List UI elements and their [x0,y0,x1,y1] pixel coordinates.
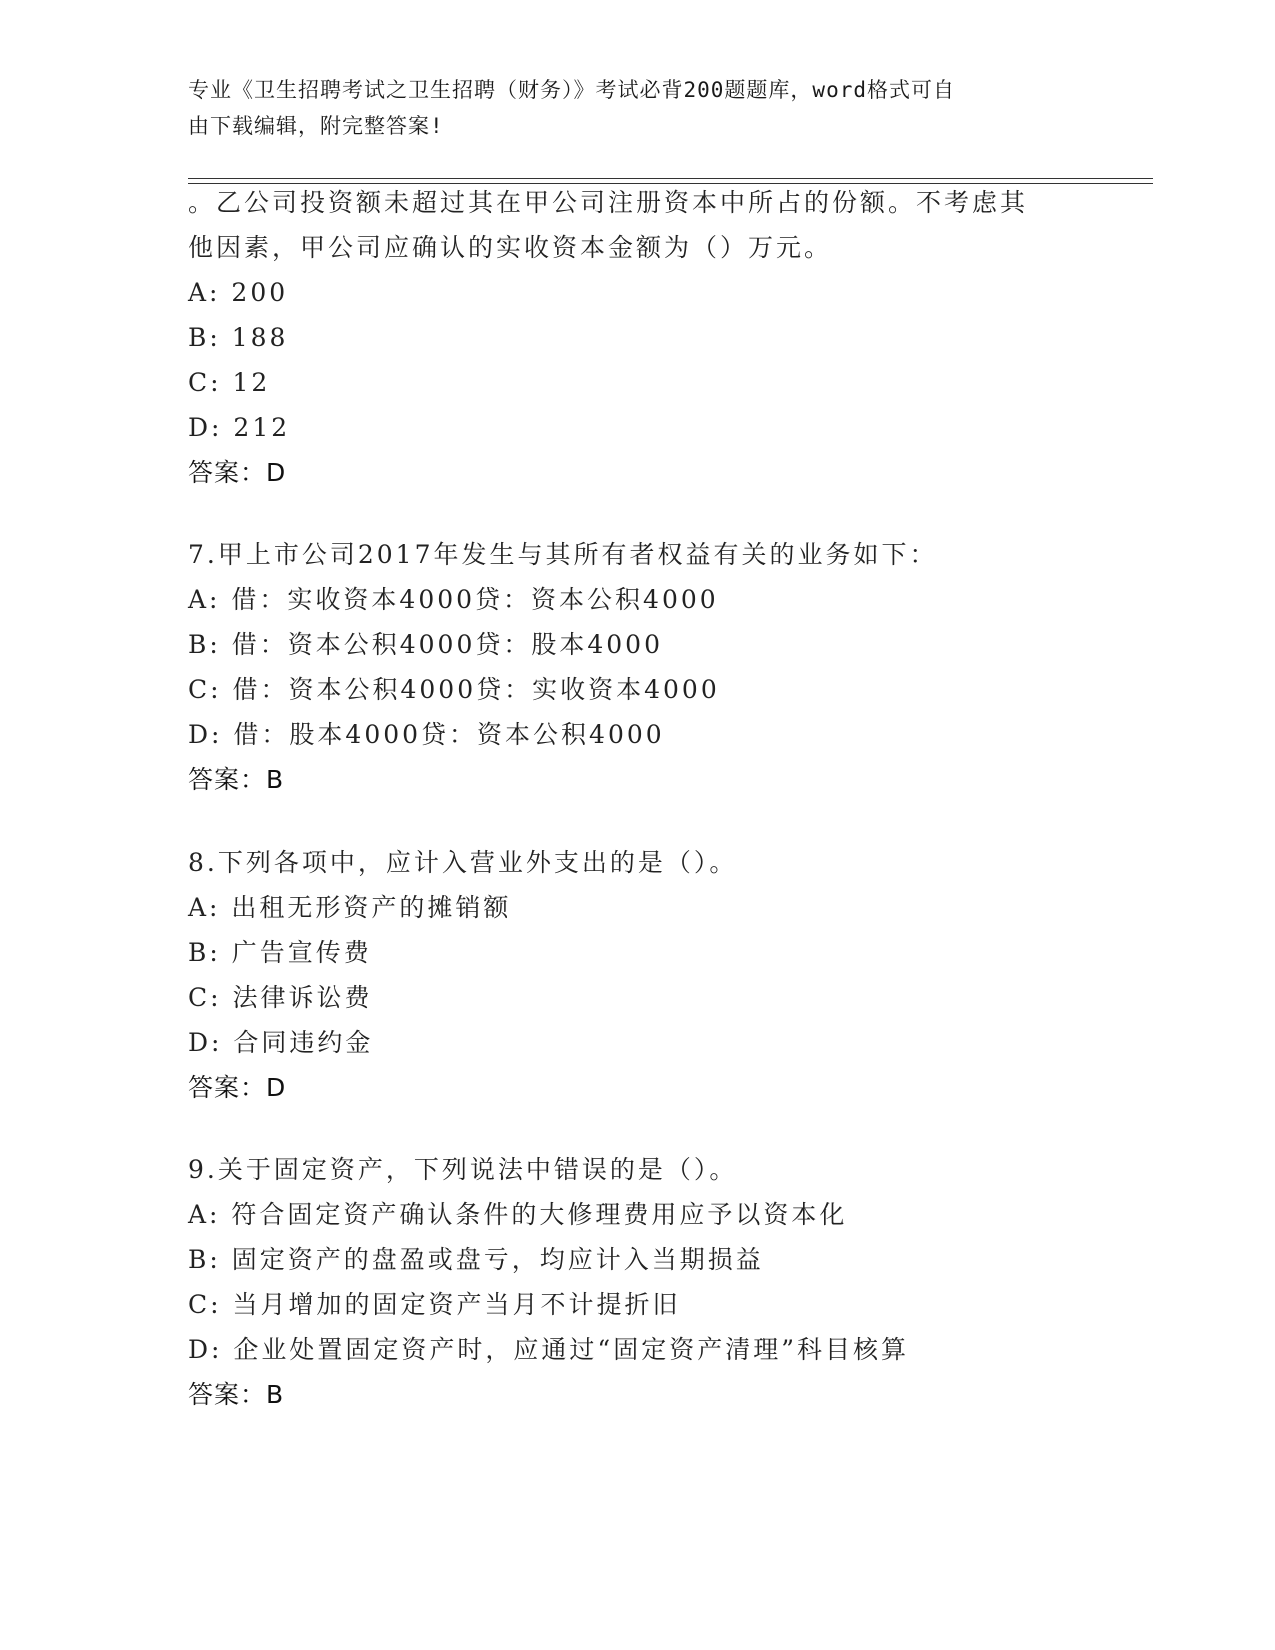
question-8-stem: 8.下列各项中，应计入营业外支出的是（）。 [188,848,738,877]
question-9-answer: 答案：B [188,1380,285,1409]
question-9-option-d: D: 企业处置固定资产时，应通过“固定资产清理”科目核算 [188,1335,909,1364]
question-8-option-b: B: 广告宣传费 [188,938,372,967]
question-9-stem: 9.关于固定资产，下列说法中错误的是（）。 [188,1155,738,1184]
question-7-option-c: C: 借：资本公积4000贷：实收资本4000 [188,675,720,704]
document-header [188,72,1068,144]
question-7-option-d: D: 借：股本4000贷：资本公积4000 [188,720,665,749]
question-8-option-a: A: 出租无形资产的摊销额 [188,893,512,922]
question-6-stem-line-2: 他因素，甲公司应确认的实收资本金额为（）万元。 [188,233,833,262]
question-7 [188,532,1088,802]
question-6-option-d: D: 212 [188,413,291,442]
question-9-option-a: A: 符合固定资产确认条件的大修理费用应予以资本化 [188,1200,848,1229]
question-9-option-b: B: 固定资产的盘盈或盘亏，均应计入当期损益 [188,1245,764,1274]
question-8 [188,840,1088,1110]
question-8-answer: 答案：D [188,1073,287,1102]
question-6-option-b: B: 188 [188,323,289,352]
header-line-2: 由下载编辑，附完整答案! [188,114,444,138]
question-6-option-c: C: 12 [188,368,271,397]
question-6-stem-line-1: 。乙公司投资额未超过其在甲公司注册资本中所占的份额。不考虑其 [188,188,1029,217]
question-9 [188,1147,1088,1417]
question-7-stem: 7.甲上市公司2017年发生与其所有者权益有关的业务如下： [188,540,938,569]
question-8-option-c: C: 法律诉讼费 [188,983,373,1012]
question-7-option-a: A: 借：实收资本4000贷：资本公积4000 [188,585,719,614]
question-8-option-d: D: 合同违约金 [188,1028,374,1057]
question-7-answer: 答案：B [188,765,285,794]
question-7-option-b: B: 借：资本公积4000贷：股本4000 [188,630,663,659]
question-6-option-a: A: 200 [188,278,289,307]
question-6-answer: 答案：D [188,458,287,487]
header-line-1: 专业《卫生招聘考试之卫生招聘（财务）》考试必背200题题库，word格式可自 [188,78,955,102]
question-6 [188,180,1088,495]
question-9-option-c: C: 当月增加的固定资产当月不计提折旧 [188,1290,681,1319]
